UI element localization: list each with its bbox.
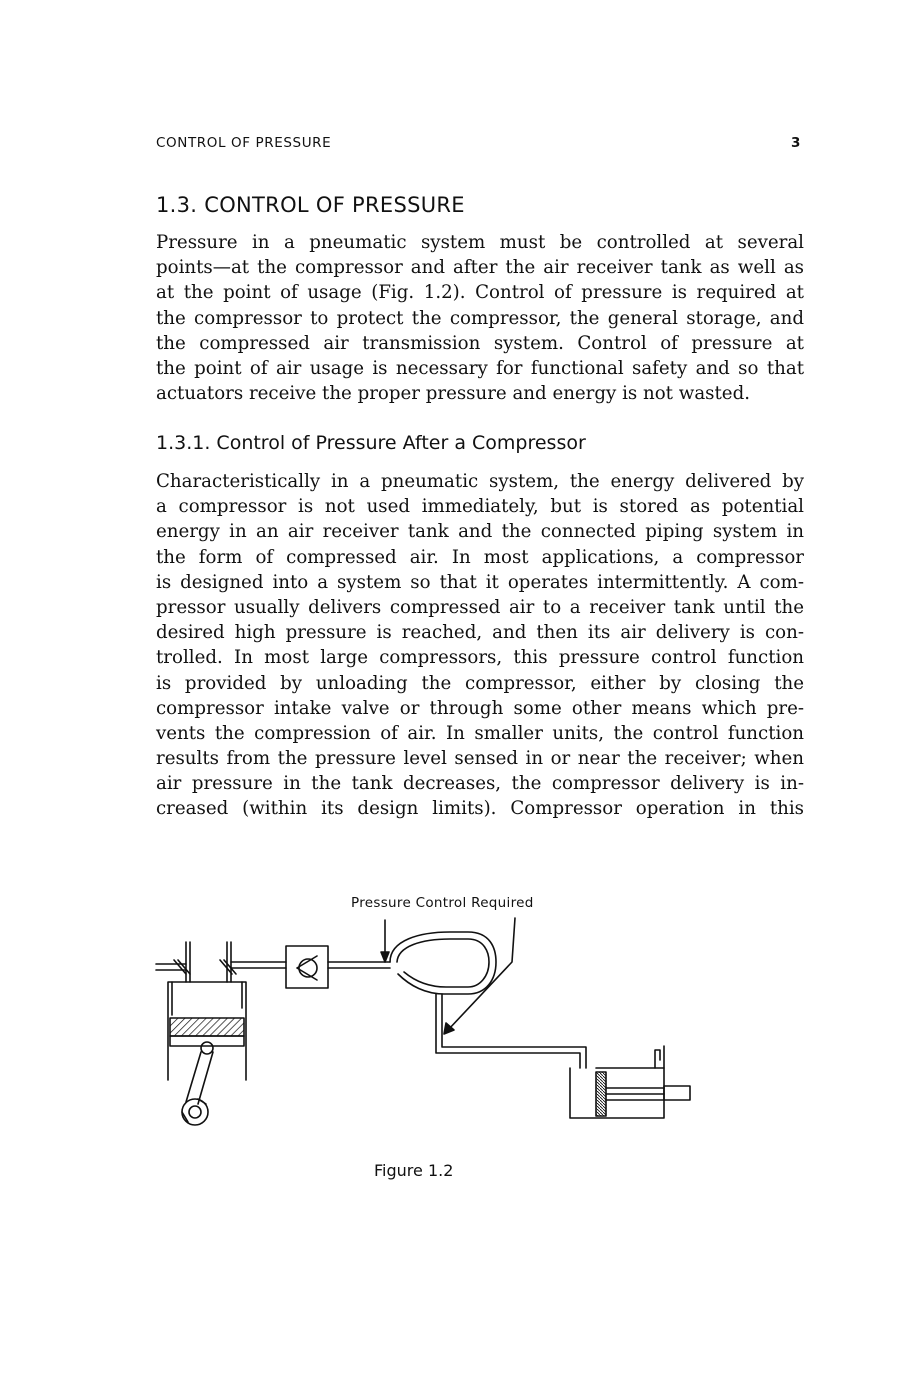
outlet-pipe [436, 994, 586, 1068]
page-number: 3 [791, 135, 801, 151]
paragraph-line: results from the pressure level sensed in or near the receiver; when [156, 748, 804, 770]
supply-pipe [328, 962, 390, 968]
paragraph-line: Characteristically in a pneumatic system, the energy delivered by [156, 471, 804, 492]
paragraph-line: the compressed air transmission system. Control of pressure at [156, 332, 804, 354]
air-receiver-tank [390, 932, 496, 994]
paragraph-line: the point of air usage is necessary for functional safety and so that [156, 357, 804, 379]
section-heading: 1.3. CONTROL OF PRESSURE [156, 193, 465, 217]
pneumatic-system-diagram [150, 890, 710, 1140]
paragraph-line: points—at the compressor and after the air receiver tank as well as [156, 257, 804, 279]
connecting-rod [182, 1042, 213, 1125]
paragraph-line: vents the compression of air. In smaller units, the control function [156, 722, 804, 744]
paragraph-line: the compressor to protect the compressor, the general storage, and [156, 307, 804, 329]
figure-annotation: Pressure Control Required [351, 895, 534, 911]
paragraph-line: is provided by unloading the compressor, either by closing the [156, 672, 804, 694]
figure-caption: Figure 1.2 [374, 1161, 454, 1180]
paragraph-line: energy in an air receiver tank and the connected piping system in [156, 521, 804, 543]
paragraph-line: is designed into a system so that it operates intermittently. A com- [156, 571, 804, 593]
actuator-cylinder [570, 1046, 690, 1118]
paragraph-line: the form of compressed air. In most applications, a compressor [156, 546, 804, 568]
paragraph-line: Pressure in a pneumatic system must be controlled at several [156, 232, 804, 253]
paragraph-line: compressor intake valve or through some other means which pre- [156, 697, 804, 719]
paragraph-line: creased (within its design limits). Compressor operation in this [156, 798, 804, 820]
paragraph-line: trolled. In most large compressors, this pressure control function [156, 647, 804, 669]
running-head [156, 135, 801, 155]
paragraph-line: actuators receive the proper pressure and energy is not wasted. [156, 383, 750, 405]
subsection-paragraph [156, 469, 804, 822]
paragraph-line: pressor usually delivers compressed air to a receiver tank until the [156, 596, 804, 618]
paragraph-line: desired high pressure is reached, and then its air delivery is con- [156, 622, 804, 644]
paragraph-line: air pressure in the tank decreases, the compressor delivery is in- [156, 773, 804, 795]
paragraph-line: a compressor is not used immediately, but is stored as potential [156, 496, 804, 518]
section-paragraph [156, 230, 804, 406]
compressor-valves [156, 942, 286, 982]
running-head-title: CONTROL OF PRESSURE [156, 135, 332, 151]
check-valve [286, 946, 328, 988]
subsection-heading: 1.3.1. Control of Pressure After a Compressor [156, 432, 586, 454]
paragraph-line: at the point of usage (Fig. 1.2). Control of pressure is required at [156, 282, 804, 304]
